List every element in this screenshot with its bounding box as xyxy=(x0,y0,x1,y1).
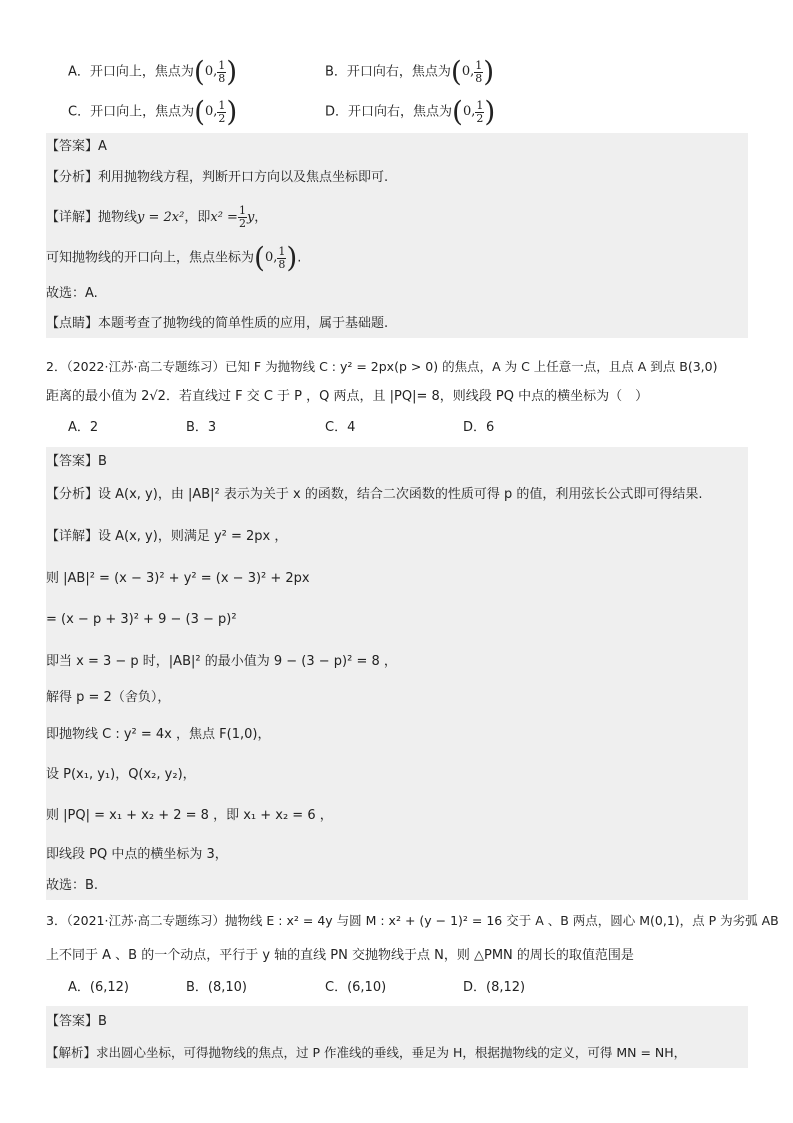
q2-detail-5: 解得 p = 2（舍负）， xyxy=(46,690,171,705)
q3-analysis: 【解析】求出圆心坐标，可得抛物线的焦点，过 P 作准线的垂线，垂足为 H，根据抛物线的定义，可得 MN = NH， xyxy=(46,1045,687,1060)
q2-detail-9: 即线段 PQ 中点的横坐标为 3， xyxy=(46,847,228,862)
q1-option-d-label: D．开口向右，焦点为 xyxy=(325,104,453,120)
q1-comment: 【点睛】本题考查了抛物线的简单性质的应用，属于基础题. xyxy=(46,316,389,331)
q1-detail: 【详解】抛物线y = 2x²，即x² = $\frac{1}{2}$ y， xyxy=(46,204,268,230)
q1-option-b-label: B．开口向右，焦点为 xyxy=(325,64,451,80)
q2-detail-2: 则 |AB|² = (x − 3)² + y² = (x − 3)² + 2px xyxy=(46,571,310,586)
q3-option-d: D．(8,12) xyxy=(463,980,526,995)
q3-answer: 【答案】B xyxy=(46,1014,107,1029)
q1-option-a-fraction: $\frac{1}{8}$ xyxy=(218,58,226,85)
q1-option-b-fraction: $\frac{1}{8}$ xyxy=(475,58,483,85)
q1-option-c: C．开口向上，焦点为(0, $\frac{1}{2}$ ) xyxy=(68,95,238,128)
q1-option-b: B．开口向右，焦点为(0, $\frac{1}{8}$ ) xyxy=(325,55,495,88)
q2-option-b: B．3 xyxy=(186,420,217,435)
q1-option-a-label: A．开口向上，焦点为 xyxy=(68,64,194,80)
q1-option-d-point: 0, xyxy=(462,104,476,119)
q1-option-c-fraction: $\frac{1}{2}$ xyxy=(218,98,226,125)
q2-stem-line-1: 2．（2022·江苏·高二专题练习）已知 F 为抛物线 C : y² = 2px(p > 0) 的焦点，A 为 C 上任意一点，且点 A 到点 B(3,0) xyxy=(46,359,718,374)
q1-option-a-point: 0, xyxy=(204,64,218,79)
q2-solution-block xyxy=(46,447,748,900)
q3-option-c: C．(6,10) xyxy=(325,980,387,995)
q3-option-b: B．(8,10) xyxy=(186,980,248,995)
q1-option-d-fraction: $\frac{1}{2}$ xyxy=(476,98,484,125)
q3-stem-line-2: 上不同于 A 、B 的一个动点，平行于 y 轴的直线 PN 交抛物线于点 N，则 △PMN 的周长的取值范围是 xyxy=(46,948,634,963)
q2-choose: 故选：B. xyxy=(46,878,99,893)
q3-option-a: A．(6,12) xyxy=(68,980,129,995)
q1-solution-block xyxy=(46,133,748,338)
q1-option-d: D．开口向右，焦点为(0, $\frac{1}{2}$ ) xyxy=(325,95,496,128)
q1-option-b-point: 0, xyxy=(461,64,475,79)
q2-detail-3: = (x − p + 3)² + 9 − (3 − p)² xyxy=(46,612,237,627)
q1-option-c-label: C．开口向上，焦点为 xyxy=(68,104,195,120)
q2-option-d: D．6 xyxy=(463,420,495,435)
q2-detail-1: 【详解】设 A(x, y)，则满足 y² = 2px ， xyxy=(46,529,288,544)
q3-stem-line-1: 3．（2021·江苏·高二专题练习）抛物线 E : x² = 4y 与圆 M : x² + (y − 1)² = 16 交于 A 、B 两点，圆心 M(0,1)，点 P 为劣弧 AB xyxy=(46,913,779,928)
q2-detail-8: 则 |PQ| = x₁ + x₂ + 2 = 8 ，即 x₁ + x₂ = 6 ， xyxy=(46,808,333,823)
q2-analysis: 【分析】设 A(x, y)，由 |AB|² 表示为关于 x 的函数，结合二次函数的性质可得 p 的值，利用弦长公式即可得结果. xyxy=(46,487,703,502)
q2-detail-4: 即当 x = 3 − p 时，|AB|² 的最小值为 9 − (3 − p)² = 8 ， xyxy=(46,654,397,669)
q2-stem-line-2: 距离的最小值为 2√2．若直线过 F 交 C 于 P ，Q 两点，且 |PQ|= 8，则线段 PQ 中点的横坐标为（ ） xyxy=(46,389,649,404)
q1-choose: 故选：A. xyxy=(46,286,98,301)
q1-option-a: A．开口向上，焦点为(0, $\frac{1}{8}$ ) xyxy=(68,55,238,88)
q2-answer: 【答案】B xyxy=(46,454,107,469)
q1-answer: 【答案】A xyxy=(46,139,107,154)
q2-detail-7: 设 P(x₁, y₁)，Q(x₂, y₂)， xyxy=(46,767,196,782)
q2-option-c: C．4 xyxy=(325,420,356,435)
q1-focus-line: 可知抛物线的开口向上，焦点坐标为(0, $\frac{1}{8}$ ). xyxy=(46,241,302,274)
q1-analysis: 【分析】利用抛物线方程，判断开口方向以及焦点坐标即可. xyxy=(46,170,389,185)
q2-option-a: A．2 xyxy=(68,420,99,435)
q2-detail-6: 即抛物线 C : y² = 4x ，焦点 F(1,0)， xyxy=(46,727,271,742)
q1-option-c-point: 0, xyxy=(205,104,218,119)
